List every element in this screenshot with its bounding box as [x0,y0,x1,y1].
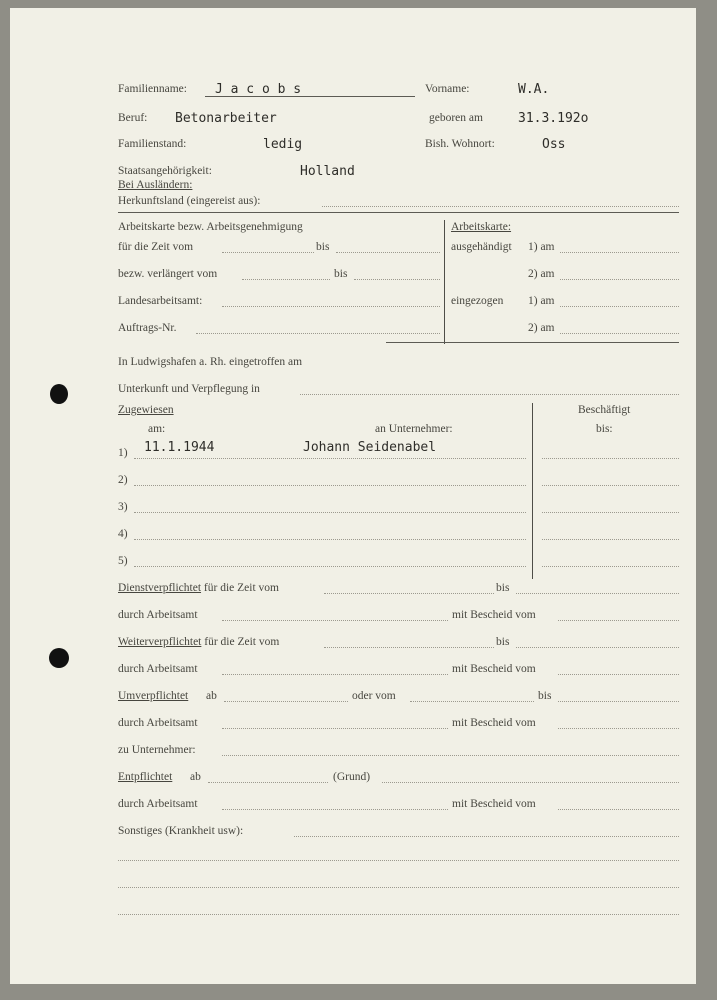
weiter-bis-label: bis [496,636,510,648]
durch-1-line [222,620,448,621]
row-line [134,539,526,540]
familienstand-label: Familienstand: [118,138,187,150]
familienname-value: J a c o b s [215,82,302,97]
bis-label-2: bis [334,268,348,280]
fuer-zeit-label: für die Zeit vom [118,241,194,253]
sonstiges-extra-line [118,887,679,888]
bescheid-1-line [558,620,679,621]
arbeitskarte-divider [444,220,445,344]
vorname-label: Vorname: [425,83,470,95]
dienst-bis-label: bis [496,582,510,594]
row-number: 3) [118,501,128,513]
durch-arbeitsamt-4: durch Arbeitsamt [118,798,198,810]
arbeitskarte-right-heading: Arbeitskarte: [451,221,512,233]
durch-3-line [222,728,448,729]
durch-4-line [222,809,448,810]
ausgehaendigt-1-line [560,252,679,253]
ent-ab-line [208,782,328,783]
dienst-bis-line [516,593,679,594]
landesarbeitsamt-line [222,306,440,307]
entpflichtet-label: Entpflichtet [118,771,173,783]
bescheid-3-line [558,728,679,729]
auftrags-nr-line [196,333,440,334]
am-label: am: [148,423,166,435]
row-beschaeftigt-line [542,458,679,459]
auftrags-nr-label: Auftrags-Nr. [118,322,177,334]
staatsangehoerigkeit-value: Holland [300,164,355,179]
verlaengert-line [242,279,330,280]
beschaeftigt-label: Beschäftigt [578,404,631,416]
bescheid-3: mit Bescheid vom [452,717,536,729]
separator-line [118,212,679,213]
geboren-value: 31.3.192o [518,111,589,126]
durch-2-line [222,674,448,675]
form-page [10,8,696,984]
oder-vom-line [410,701,534,702]
row-number: 1) [118,447,128,459]
bescheid-4: mit Bescheid vom [452,798,536,810]
durch-arbeitsamt-1: durch Arbeitsamt [118,609,198,621]
grund-label: (Grund) [333,771,371,783]
bescheid-2: mit Bescheid vom [452,663,536,675]
row-line [134,512,526,513]
eingezogen-2-line [560,333,679,334]
eingezogen-1-line [560,306,679,307]
ausgehaendigt-label: ausgehändigt [451,241,512,253]
beruf-value: Betonarbeiter [175,111,277,126]
dienstverpflichtet-label: Dienstverpflichtet [118,582,202,594]
ausgehaendigt-2-line [560,279,679,280]
row-number: 5) [118,555,128,567]
sonstiges-line [294,836,679,837]
weiterverpflichtet-line-label [118,635,279,649]
row-beschaeftigt-line [542,512,679,513]
fuer-zeit-line [222,252,314,253]
row-beschaeftigt-line [542,539,679,540]
wohnort-value: Oss [542,137,566,152]
ausgehaendigt-2-label: 2) am [528,268,555,280]
landesarbeitsamt-label: Landesarbeitsamt: [118,295,203,307]
grund-line [382,782,679,783]
bis-line-2 [354,279,440,280]
row-line [134,566,526,567]
beruf-label: Beruf: [118,112,148,124]
einsatz-divider [532,403,533,579]
row-beschaeftigt-line [542,566,679,567]
bis-column-label: bis: [596,423,613,435]
durch-arbeitsamt-2: durch Arbeitsamt [118,663,198,675]
geboren-label: geboren am [429,112,483,124]
unterkunft-label: Unterkunft und Verpflegung in [118,383,260,395]
weiterverpflichtet-rest: für die Zeit vom [204,636,280,648]
bescheid-1: mit Bescheid vom [452,609,536,621]
sonstiges-extra-line [118,860,679,861]
punch-hole-bottom [49,648,69,668]
umverpflichtet-ab: ab [206,690,217,702]
weiter-vom-line [324,647,494,648]
zu-unternehmer-line [222,755,679,756]
dienst-vom-line [324,593,494,594]
familienname-line [205,96,415,97]
zugewiesen-label: Zugewiesen [118,404,174,416]
bis-label-1: bis [316,241,330,253]
familienstand-value: ledig [263,137,303,152]
wohnort-label: Bish. Wohnort: [425,138,495,150]
unterkunft-line [300,394,679,395]
sonstiges-label: Sonstiges (Krankheit usw): [118,825,244,837]
eingezogen-label: eingezogen [451,295,504,307]
verlaengert-label: bezw. verlängert vom [118,268,218,280]
bescheid-4-line [558,809,679,810]
oder-vom-label: oder vom [352,690,396,702]
ausgehaendigt-1-label: 1) am [528,241,555,253]
eingetroffen-label: In Ludwigshafen a. Rh. eingetroffen am [118,356,303,368]
bescheid-2-line [558,674,679,675]
staatsangehoerigkeit-label: Staatsangehörigkeit: [118,165,212,177]
umverpflichtet-label: Umverpflichtet [118,690,189,702]
vorname-value: W.A. [518,82,550,97]
bis-line-1 [336,252,440,253]
row-line [134,485,526,486]
zu-unternehmer-label: zu Unternehmer: [118,744,196,756]
familienname-label: Familienname: [118,83,187,95]
sonstiges-extra-line [118,914,679,915]
weiterverpflichtet-label: Weiterverpflichtet [118,636,202,648]
unternehmer-label: an Unternehmer: [375,423,453,435]
um-bis-label: bis [538,690,552,702]
row-line [134,458,526,459]
row-beschaeftigt-line [542,485,679,486]
herkunftsland-label: Herkunftsland (eingereist aus): [118,195,261,207]
punch-hole-top [50,384,68,404]
row-number: 4) [118,528,128,540]
row-number: 2) [118,474,128,486]
arbeitskarte-heading: Arbeitskarte bezw. Arbeitsgenehmigung [118,221,303,233]
entpflichtet-ab: ab [190,771,201,783]
eingezogen-1-label: 1) am [528,295,555,307]
row-date: 11.1.1944 [144,440,215,455]
um-bis-line [558,701,679,702]
dienstverpflichtet-line-label [118,581,279,595]
arbeitskarte-bottom-line [386,342,679,343]
herkunftsland-line [322,206,679,207]
weiter-bis-line [516,647,679,648]
auslaender-label: Bei Ausländern: [118,179,193,191]
eingezogen-2-label: 2) am [528,322,555,334]
durch-arbeitsamt-3: durch Arbeitsamt [118,717,198,729]
row-company: Johann Seidenabel [303,440,437,455]
dienstverpflichtet-rest: für die Zeit vom [203,582,279,594]
um-ab-line [224,701,348,702]
